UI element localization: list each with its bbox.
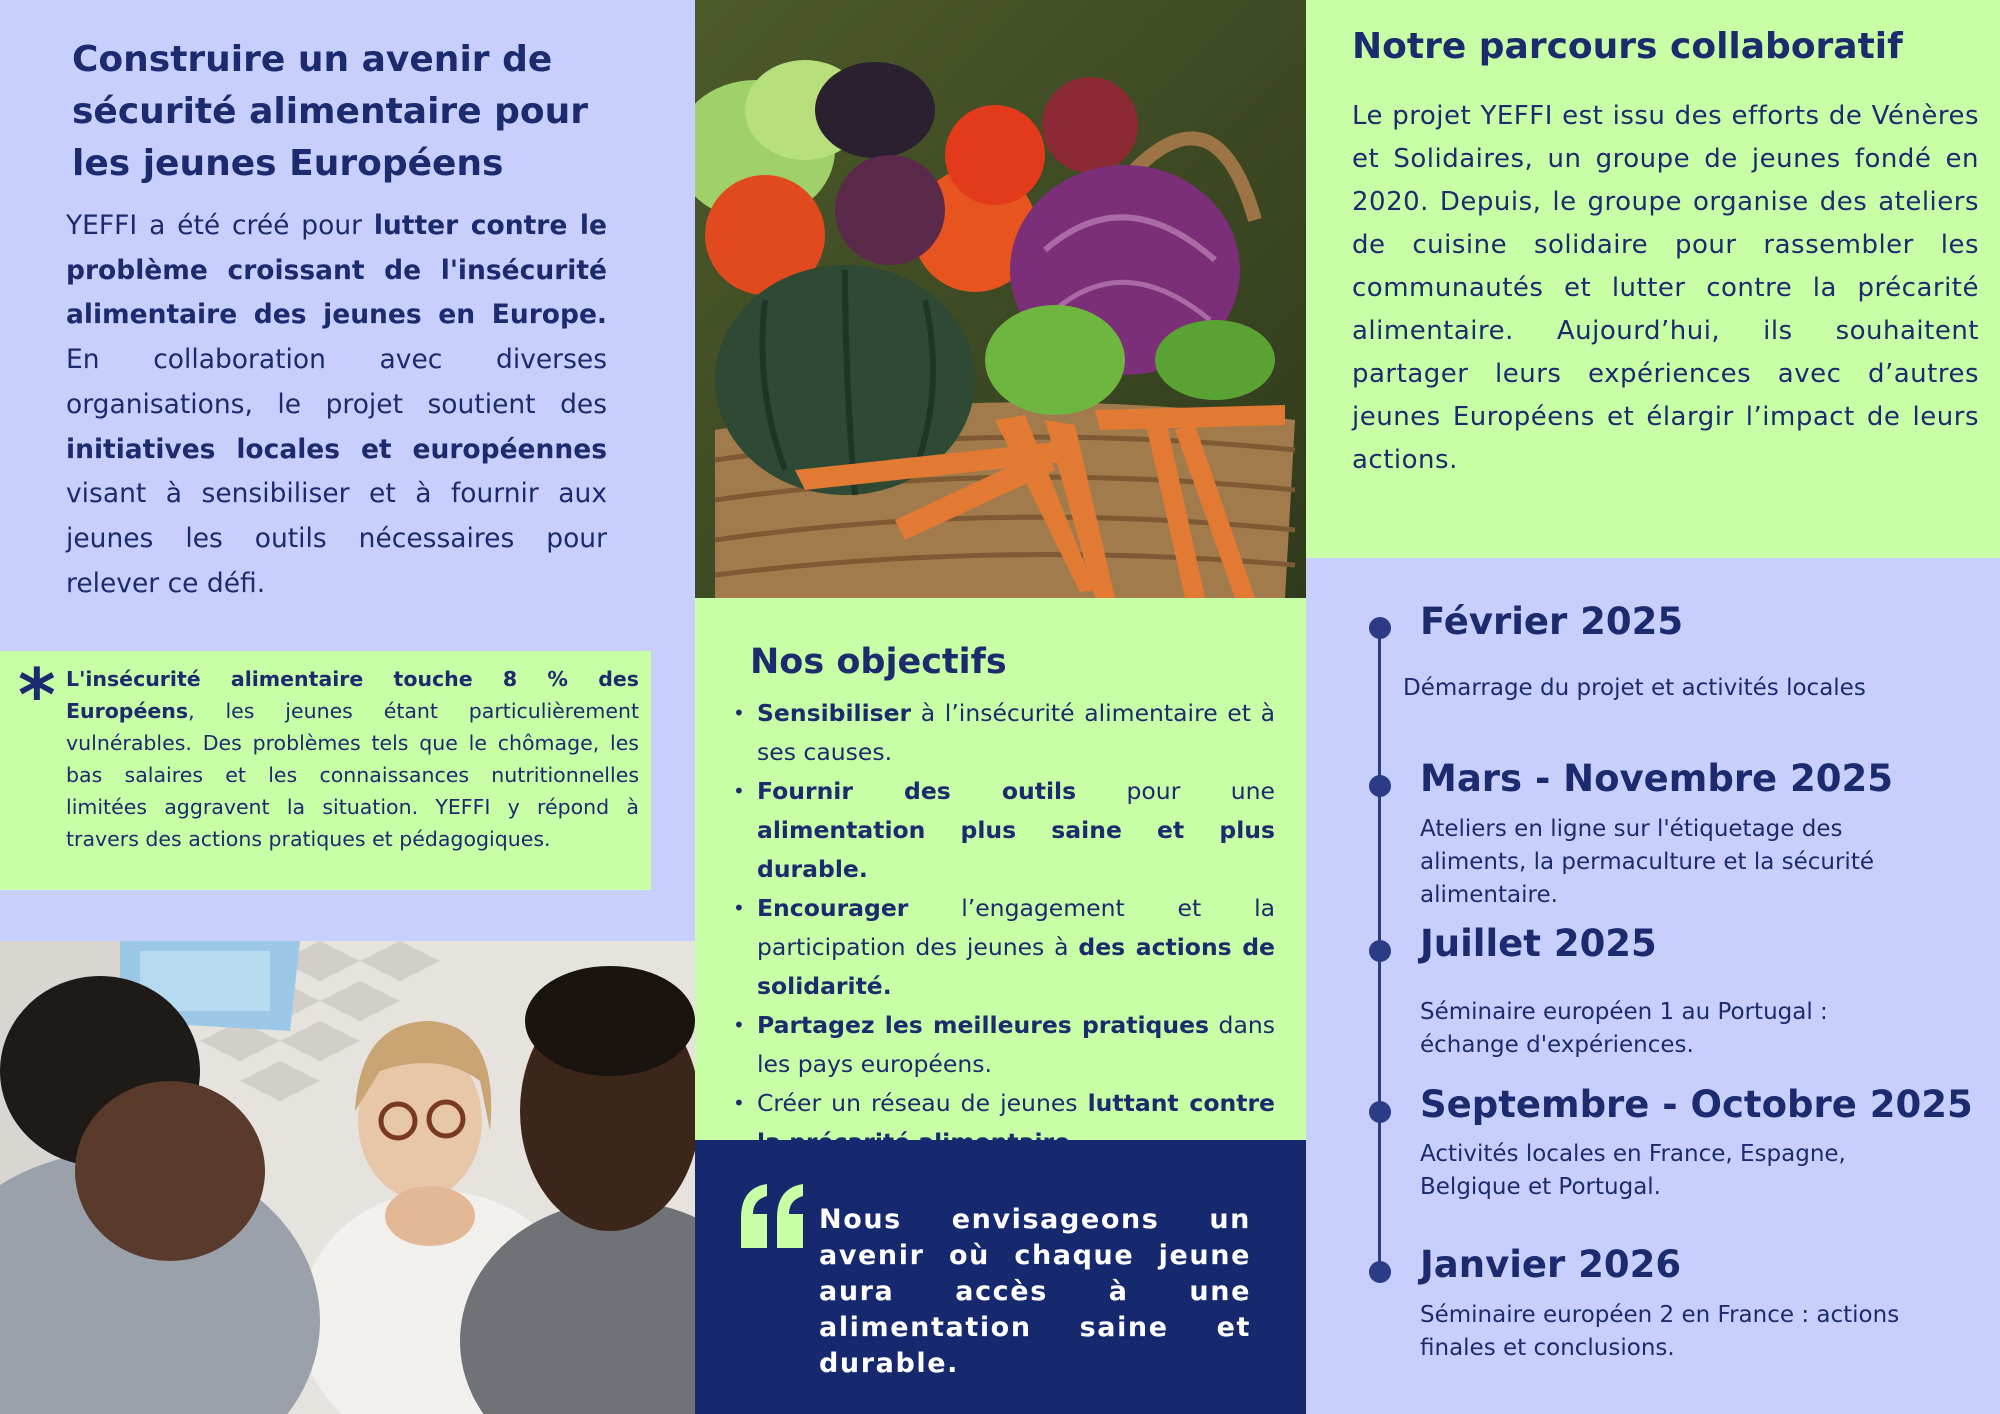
timeline-description: Activités locales en France, Espagne, Belgique et Portugal. (1420, 1141, 1846, 1200)
journey-section (1306, 0, 2000, 558)
quote-text: Nous envisageons un avenir où chaque jeune aura accès à une alimentation saine et durable. (819, 1204, 1251, 1379)
right-column (1306, 0, 2000, 1414)
asterisk-icon: * (18, 653, 56, 737)
page-title: Construire un avenir de sécurité alimentaire pour les jeunes Européens (72, 39, 589, 184)
fact-text: L'insécurité alimentaire touche 8 % des Européens, les jeunes étant particulièrement vulnérables. Des problèmes tels que le chômage, les bas salaires et les connaissances nutritionnelles limitées aggravent la situation. YEFFI y répond à travers des actions pratiques et pédagogiques. (66, 667, 639, 851)
fact-callout (0, 651, 651, 890)
list-item: • Sensibiliser à l’insécurité alimentaire et à ses causes. (731, 694, 1275, 772)
timeline-date: Septembre - Octobre 2025 (1420, 1083, 1973, 1126)
quote-block (695, 1140, 1306, 1414)
list-item: • Fournir des outils pour une alimentation plus saine et plus durable. (731, 772, 1275, 889)
photo-youth-discussion (0, 941, 695, 1414)
objectives-title: Nos objectifs (750, 642, 1007, 682)
timeline-date: Mars - Novembre 2025 (1420, 757, 1894, 800)
objectives-list (731, 694, 1275, 1162)
timeline-description: Démarrage du projet et activités locales (1403, 675, 1866, 701)
list-item: • Partagez les meilleures pratiques dans les pays européens. (731, 1006, 1275, 1084)
timeline-date: Juillet 2025 (1420, 922, 1657, 965)
timeline-dot (1369, 775, 1391, 797)
list-item: • Créer un réseau de jeunes luttant contre (731, 1084, 1275, 1162)
timeline-description: Séminaire européen 2 en France : actions finales et conclusions. (1420, 1302, 1900, 1361)
timeline-dot (1369, 1101, 1391, 1123)
journey-title: Notre parcours collaboratif (1352, 26, 1903, 67)
timeline-description: Ateliers en ligne sur l'étiquetage des aliments, la permaculture et la sécurité alimentaire. (1420, 816, 1874, 908)
list-item: • Encourager l’engagement et la participation des jeunes à des actions de solidarité. (731, 889, 1275, 1006)
left-column (0, 0, 695, 1414)
journey-text: Le projet YEFFI est issu des efforts de Vénères et Solidaires, un groupe de jeunes fondé en 2020. Depuis, le groupe organise des ateliers de cuisine solidaire pour rassembler les communautés et lutter contre la précarité alimentaire. Aujourd’hui, ils souhaitent partager leurs expériences avec d’autres jeunes Européens et élargir l’impact de leurs actions. (1352, 101, 1979, 475)
middle-column (695, 0, 1306, 1414)
timeline-description: Séminaire européen 1 au Portugal : échange d'expériences. (1420, 999, 1828, 1058)
timeline-date: Février 2025 (1420, 600, 1684, 643)
quote-mark-icon (737, 1182, 807, 1252)
timeline-dot (1369, 1261, 1391, 1283)
intro-paragraph: YEFFI a été créé pour lutter contre le problème croissant de l'insécurité alimentaire des jeunes en Europe. En collaboration avec diverses organisations, le projet soutient des initiatives locales et européennes visant à sensibiliser et à fournir aux jeunes les outils nécessaires pour relever ce défi. (66, 210, 607, 599)
timeline-dot (1369, 940, 1391, 962)
timeline-date: Janvier 2026 (1420, 1243, 1682, 1286)
timeline-dot (1369, 617, 1391, 639)
photo-vegetable-basket (695, 0, 1306, 598)
